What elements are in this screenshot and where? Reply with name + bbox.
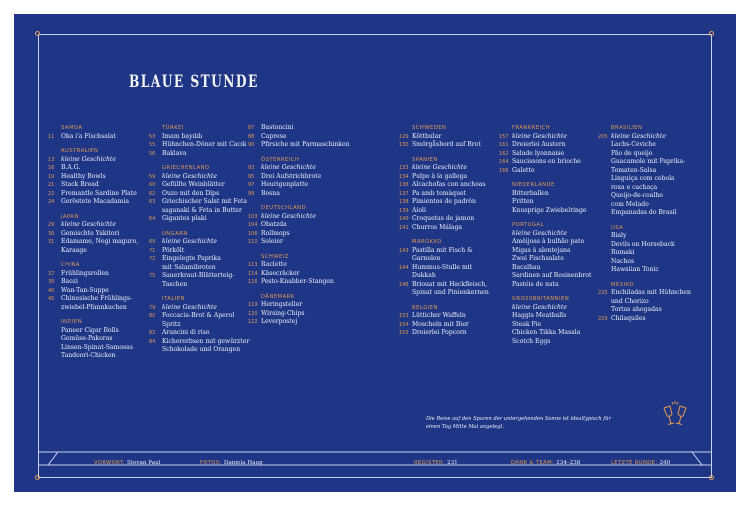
page-number: 24 bbox=[48, 199, 55, 205]
section-heading: GRIECHENLAND bbox=[162, 165, 210, 171]
recipe-name: Foccacia-Brot & Aperol Spritz bbox=[162, 312, 235, 328]
circle-ornament-icon bbox=[709, 31, 714, 36]
recipe-name: Dreierlei Popcorn bbox=[412, 329, 467, 336]
page-number: 55 bbox=[149, 142, 156, 148]
section-heading: DEUTSCHLAND bbox=[261, 205, 306, 211]
page-number: 143 bbox=[399, 247, 409, 254]
page-number bbox=[499, 272, 512, 281]
circle-ornament-icon bbox=[35, 475, 40, 480]
page-number: 69 bbox=[149, 239, 156, 245]
page-number bbox=[499, 321, 512, 330]
page-number: 45 bbox=[48, 296, 55, 302]
recipe-name: Pulpo à la gallega bbox=[412, 172, 468, 180]
page-number: 119 bbox=[248, 302, 258, 308]
recipe-name: Aioli bbox=[412, 206, 426, 214]
recipe-name: Pastilla mit Fisch & Garnelen bbox=[412, 246, 473, 262]
section-heading: SPANIEN bbox=[412, 156, 438, 163]
page-number: 21 bbox=[48, 182, 55, 188]
page-number: 72 bbox=[149, 256, 156, 262]
recipe-name: Rumaki bbox=[611, 249, 635, 256]
page-number: 141 bbox=[399, 224, 409, 231]
page-number: 138 bbox=[399, 199, 409, 205]
recipe-name: Obatzda bbox=[261, 221, 287, 228]
book-page bbox=[14, 14, 736, 492]
page-number: 56 bbox=[149, 150, 156, 157]
recipe-name: Hawaiian Tonic bbox=[611, 266, 659, 273]
footer-value: 231 bbox=[447, 460, 458, 466]
section-heading: SCHWEIZ bbox=[261, 253, 289, 260]
recipe-name: Knusprige Zwiebelringe bbox=[512, 206, 587, 214]
page-number: 116 bbox=[248, 279, 258, 285]
section-heading: USA bbox=[611, 224, 624, 231]
toc-entry[interactable] bbox=[248, 213, 418, 222]
toc-entry[interactable] bbox=[598, 232, 736, 241]
recipe-name: Edamame, Negi maguro, Karaage bbox=[61, 238, 139, 254]
recipe-name: Pimientos de padrón bbox=[412, 198, 476, 205]
recipe-name: Caprese bbox=[261, 132, 287, 140]
recipe-name: Wirsing-Chips bbox=[261, 309, 305, 317]
recipe-name: kleine Geschichte bbox=[61, 155, 116, 163]
section-heading: MEXIKO bbox=[611, 281, 635, 288]
footer-fotos bbox=[200, 460, 263, 466]
toc-column bbox=[598, 124, 736, 323]
travel-note: Die Reise auf den Spuren der untergehenden Sonne ist idealtypisch für einen Tag Mitte Mai angelegt. bbox=[426, 416, 611, 430]
page-number bbox=[499, 264, 512, 273]
page-number bbox=[598, 266, 611, 275]
recipe-name: Stack Bread bbox=[61, 181, 99, 188]
page-number: 154 bbox=[399, 321, 409, 328]
page-number: 71 bbox=[149, 247, 156, 254]
recipe-name: Pa amb tomàquet bbox=[412, 189, 467, 197]
recipe-name: Tortas ahogadas bbox=[611, 306, 662, 313]
page-number: 120 bbox=[248, 310, 258, 317]
recipe-name: Nachos bbox=[611, 257, 635, 265]
recipe-name: Chilaquiles bbox=[611, 314, 646, 322]
page-number: 87 bbox=[248, 125, 255, 131]
page-number: 11 bbox=[48, 133, 55, 140]
recipe-name: Bitterballen bbox=[512, 189, 549, 197]
page-number bbox=[499, 230, 512, 239]
toc-entry[interactable] bbox=[598, 150, 736, 159]
page-number: 79 bbox=[149, 304, 156, 311]
recipe-name: Drei Aufstrichbrote bbox=[261, 172, 322, 180]
page-number: 130 bbox=[399, 142, 409, 148]
page-number: 31 bbox=[48, 239, 55, 245]
toc-section bbox=[248, 124, 418, 150]
page-number bbox=[499, 207, 512, 216]
toc-entry[interactable] bbox=[598, 289, 736, 306]
page-number: 157 bbox=[499, 133, 509, 140]
footer-letzte-runde bbox=[611, 460, 670, 466]
page-number bbox=[499, 190, 512, 199]
recipe-name: Pastéis de nata bbox=[512, 280, 559, 288]
recipe-name: Griechischer Salat mit Feta saganaki & Feta in Butter bbox=[162, 198, 248, 214]
page-number: 155 bbox=[399, 330, 409, 336]
recipe-name: Galette bbox=[512, 166, 535, 174]
page-number bbox=[598, 232, 611, 241]
page-number bbox=[598, 306, 611, 315]
recipe-name: Churros Málaga bbox=[412, 223, 463, 231]
section-heading: AUSTRALIEN bbox=[61, 148, 99, 154]
page-number: 144 bbox=[399, 264, 409, 271]
recipe-name: Moscheln mit Bier bbox=[412, 320, 469, 328]
recipe-name: Chinesische Frühlings- zwiebel-Pfannkuchen bbox=[61, 295, 133, 311]
toc-entry[interactable] bbox=[248, 133, 418, 142]
toc-entry[interactable] bbox=[248, 270, 418, 279]
page-number: 63 bbox=[149, 199, 156, 205]
recipe-name: Linguiça com cebola roxa e cachaça bbox=[611, 175, 675, 191]
toc-section bbox=[248, 204, 418, 247]
recipe-name: Heurigenplatte bbox=[261, 181, 309, 188]
footer-value: 240 bbox=[659, 460, 671, 466]
recipe-name: kleine Geschichte bbox=[512, 132, 567, 140]
toc-entry[interactable] bbox=[499, 338, 669, 347]
toc-entry[interactable] bbox=[248, 310, 418, 319]
toc-entry[interactable] bbox=[598, 241, 736, 250]
page-number bbox=[499, 255, 512, 264]
recipe-name: kleine Geschichte bbox=[162, 172, 217, 180]
recipe-name: Soleier bbox=[261, 238, 283, 245]
page-number bbox=[598, 141, 611, 150]
footer-value: Stevan Paul bbox=[126, 460, 161, 466]
page-number: 59 bbox=[149, 173, 156, 180]
toc-entry[interactable] bbox=[499, 329, 669, 338]
recipe-name: Briouat mit Hackfleisch, Spinat und Pinienkernen bbox=[412, 280, 489, 296]
toc-entry[interactable] bbox=[149, 329, 319, 338]
recipe-name: Salade lyonnaise bbox=[512, 149, 565, 157]
page-number: 19 bbox=[48, 173, 55, 180]
page-number: 90 bbox=[248, 142, 255, 148]
toc-section bbox=[598, 124, 736, 218]
footer-dank-team bbox=[511, 460, 580, 466]
section-heading: ITALIEN bbox=[162, 296, 185, 302]
recipe-name: Frühlingsrollen bbox=[61, 269, 109, 277]
section-heading: SAMOA bbox=[61, 125, 83, 131]
footer-label: VORWORT: bbox=[94, 460, 125, 466]
page-number bbox=[48, 344, 61, 353]
toc-section bbox=[248, 293, 418, 327]
page-number: 106 bbox=[248, 230, 258, 237]
recipe-name: Healthy Bowls bbox=[61, 172, 106, 180]
page-number: 140 bbox=[399, 216, 409, 222]
footer-label: FOTOS: bbox=[200, 460, 222, 466]
recipe-name: Dreierlei Austern bbox=[512, 141, 566, 148]
recipe-name: Gigantes plaki bbox=[162, 215, 207, 222]
recipe-name: Geröstete Macadamia bbox=[61, 198, 130, 205]
page-number bbox=[598, 249, 611, 258]
page-number bbox=[598, 158, 611, 175]
recipe-name: Bosna bbox=[261, 189, 280, 197]
section-heading: UNGARN bbox=[162, 230, 188, 237]
page-number: 64 bbox=[149, 216, 156, 222]
page-number: 16 bbox=[48, 165, 55, 171]
recipe-name: Baklava bbox=[162, 149, 187, 157]
footer-label: DANK & TEAM: bbox=[511, 460, 555, 466]
recipe-name: kleine Geschichte bbox=[412, 164, 467, 171]
recipe-name: Sauerkraut-Blätterteig- Taschen bbox=[162, 272, 235, 288]
toc-entry[interactable] bbox=[248, 221, 418, 230]
page-number: 22 bbox=[48, 190, 55, 197]
page-number bbox=[598, 192, 611, 209]
page-number bbox=[499, 329, 512, 338]
recipe-name: Lachs-Ceviche bbox=[611, 141, 656, 148]
toc-section bbox=[598, 281, 736, 324]
toc-column bbox=[248, 124, 418, 327]
recipe-name: Leverpostej bbox=[261, 318, 298, 325]
page-number: 225 bbox=[598, 290, 608, 296]
recipe-name: Sardinen auf Rosinenbrot bbox=[512, 272, 592, 279]
page-number: 139 bbox=[399, 207, 409, 214]
toc-entry[interactable] bbox=[248, 124, 418, 133]
recipe-name: Raclette bbox=[261, 261, 287, 268]
toc-entry[interactable] bbox=[598, 258, 736, 267]
recipe-name: kleine Geschichte bbox=[261, 164, 316, 171]
recipe-name: Käsecräcker bbox=[261, 269, 300, 277]
toc-entry[interactable] bbox=[248, 238, 418, 247]
circle-ornament-icon bbox=[709, 475, 714, 480]
toc-entry[interactable] bbox=[598, 266, 736, 275]
toc-entry[interactable] bbox=[248, 301, 418, 310]
toc-entry[interactable] bbox=[248, 141, 418, 150]
toc-entry[interactable] bbox=[598, 249, 736, 258]
recipe-name: Bacalhau bbox=[512, 263, 541, 271]
recipe-name: kleine Geschichte bbox=[61, 221, 116, 228]
recipe-name: Gemüse-Pakoras bbox=[61, 335, 113, 342]
page-number: 60 bbox=[149, 182, 156, 188]
toc-entry[interactable] bbox=[149, 338, 319, 355]
page-number: 110 bbox=[248, 239, 258, 245]
recipe-name: Smörgåsbord auf Brot bbox=[412, 141, 481, 148]
section-heading: SCHWEDEN bbox=[412, 125, 447, 131]
footer-vorwort bbox=[94, 460, 161, 466]
footer-value: 234–238 bbox=[556, 460, 581, 466]
recipe-name: Eingelegte Paprika mit Salamibroten bbox=[162, 255, 221, 271]
page-number: 129 bbox=[399, 133, 409, 140]
page-number: 205 bbox=[598, 133, 608, 140]
page-number: 161 bbox=[499, 142, 509, 148]
page-number: 40 bbox=[48, 287, 55, 294]
page-number: 95 bbox=[248, 173, 255, 180]
footer-label: REGISTER: bbox=[414, 460, 445, 466]
section-heading: TÜRKEI bbox=[162, 125, 184, 131]
recipe-name: Alcachofas con anchoas bbox=[412, 181, 486, 188]
recipe-name: Tandoori-Chicken bbox=[61, 352, 116, 359]
page-number: 97 bbox=[248, 182, 255, 188]
recipe-name: Pörkölt bbox=[162, 246, 185, 254]
page-number: 162 bbox=[499, 150, 509, 157]
page-number bbox=[499, 338, 512, 347]
recipe-name: Fritten bbox=[512, 198, 534, 205]
page-number: 134 bbox=[399, 173, 409, 180]
page-number: 114 bbox=[248, 270, 258, 277]
recipe-name: Arancini di riso bbox=[162, 329, 210, 336]
recipe-name: Heringsteller bbox=[261, 301, 303, 308]
recipe-name: Ouzo mit den Dips bbox=[162, 189, 220, 197]
toc-entry[interactable] bbox=[598, 209, 736, 218]
recipe-name: kleine Geschichte bbox=[611, 132, 666, 140]
footer-register bbox=[414, 460, 458, 466]
section-heading: CHINA bbox=[61, 262, 80, 268]
page-title: BLAUE STUNDE bbox=[129, 72, 259, 92]
recipe-name: Kichererbsen mit gewürzter Schokolade und Orangen bbox=[162, 337, 250, 353]
recipe-name: Guacamole mit Paprika- Tomaten-Salsa bbox=[611, 158, 686, 174]
recipe-name: Croquetas de jamon bbox=[412, 215, 475, 222]
footer-value: Daniela Haug bbox=[223, 460, 263, 466]
page-number: 136 bbox=[399, 182, 409, 188]
recipe-name: B.A.G. bbox=[61, 164, 81, 171]
page-number: 62 bbox=[149, 190, 156, 197]
circle-ornament-icon bbox=[35, 31, 40, 36]
footer-label: LETZTE RUNDE: bbox=[611, 460, 658, 466]
recipe-name: Gefüllte Weinblätter bbox=[162, 181, 225, 188]
recipe-name: Bastoncini bbox=[261, 124, 294, 131]
page-number: 82 bbox=[149, 330, 156, 336]
recipe-name: Köttbular bbox=[412, 132, 442, 140]
page-number: 229 bbox=[598, 315, 608, 322]
section-heading: GROSSBRITANNIEN bbox=[512, 296, 570, 302]
recipe-name: kleine Geschichte bbox=[162, 238, 217, 245]
recipe-name: Pesto-Knabber-Stangen bbox=[261, 278, 334, 285]
toc-entry[interactable] bbox=[248, 181, 418, 190]
page-number: 113 bbox=[248, 262, 258, 268]
toc-entry[interactable] bbox=[598, 175, 736, 192]
page-number bbox=[499, 238, 512, 247]
page-number: 137 bbox=[399, 190, 409, 197]
recipe-name: Hummus-Stulle mit Dukkah bbox=[412, 263, 473, 279]
recipe-name: Devils on Horseback bbox=[611, 240, 675, 248]
page-number: 103 bbox=[248, 213, 258, 220]
recipe-name: Chicken Tikka Masala bbox=[512, 329, 581, 336]
page-number: 88 bbox=[248, 133, 255, 140]
section-heading: DÄNEMARK bbox=[261, 293, 295, 300]
section-heading: ÖSTERREICH bbox=[261, 156, 300, 163]
page-number bbox=[499, 247, 512, 256]
page-number bbox=[499, 198, 512, 207]
recipe-name: kleine Geschichte bbox=[512, 229, 567, 237]
section-heading: NIEDERLANDE bbox=[512, 182, 555, 188]
recipe-name: Empanadas do Brasil bbox=[611, 209, 677, 216]
recipe-name: Hühnchen-Döner mit Cacık bbox=[162, 141, 247, 148]
recipe-name: kleine Geschichte bbox=[512, 303, 567, 311]
recipe-name: Fremantle Sardine Plate bbox=[61, 189, 137, 197]
recipe-name: Pfirsiche mit Parmaschinken bbox=[261, 141, 350, 148]
toc-entry[interactable] bbox=[598, 141, 736, 150]
recipe-name: Amêijoas à bulhão pato bbox=[512, 238, 585, 245]
page-number: 153 bbox=[399, 313, 409, 319]
section-heading: INDIEN bbox=[61, 319, 83, 325]
toc-entry[interactable] bbox=[598, 315, 736, 324]
toc-entry[interactable] bbox=[248, 190, 418, 199]
recipe-name: kleine Geschichte bbox=[162, 303, 217, 311]
toc-entry[interactable] bbox=[248, 278, 418, 287]
page-number: 13 bbox=[48, 156, 55, 163]
toc-entry[interactable] bbox=[598, 192, 736, 209]
page-number bbox=[598, 150, 611, 159]
page-number: 166 bbox=[499, 167, 509, 174]
recipe-name: Wan-Tan-Suppe bbox=[61, 286, 109, 294]
page-number: 93 bbox=[248, 165, 255, 171]
champagne-toast-icon bbox=[658, 400, 692, 430]
page-number: 37 bbox=[48, 270, 55, 277]
recipe-name: Oka i'a Fischsalat bbox=[61, 132, 116, 140]
toc-entry[interactable] bbox=[248, 173, 418, 182]
recipe-name: Bialy bbox=[611, 232, 627, 239]
recipe-name: Rollmops bbox=[261, 229, 290, 237]
toc-entry[interactable] bbox=[248, 230, 418, 239]
page-number: 146 bbox=[399, 281, 409, 288]
section-heading: BRASILIEN bbox=[611, 125, 643, 131]
page-number: 99 bbox=[248, 190, 255, 197]
toc-entry[interactable] bbox=[248, 261, 418, 270]
recipe-name: Paneer Cigar Rolls bbox=[61, 326, 119, 334]
toc-entry[interactable] bbox=[598, 158, 736, 175]
page-number bbox=[48, 352, 61, 361]
recipe-name: kleine Geschichte bbox=[261, 212, 316, 220]
recipe-name: Gemischte Yakitori bbox=[61, 229, 120, 237]
page-number bbox=[499, 281, 512, 290]
recipe-name: Pão de queijo bbox=[611, 149, 653, 157]
recipe-name: Lütticher Waffeln bbox=[412, 312, 466, 319]
recipe-name: Migas à alentejana bbox=[512, 246, 571, 254]
toc-entry[interactable] bbox=[598, 306, 736, 315]
page-number: 30 bbox=[48, 230, 55, 237]
recipe-name: Zwei Fischsalate bbox=[512, 255, 564, 262]
page-number bbox=[48, 327, 61, 336]
page-number bbox=[48, 335, 61, 344]
page-number: 80 bbox=[149, 313, 156, 319]
page-number bbox=[499, 304, 512, 313]
recipe-name: Baozi bbox=[61, 278, 78, 285]
page-number: 29 bbox=[48, 222, 55, 228]
toc-entry[interactable] bbox=[248, 318, 418, 327]
page-number: 122 bbox=[248, 319, 258, 325]
section-heading: MAROKKO bbox=[412, 239, 442, 245]
recipe-name: Enchiladas mit Hühnchen und Chorizo bbox=[611, 289, 691, 305]
recipe-name: Steak Pie bbox=[512, 320, 542, 328]
section-heading: PORTUGAL bbox=[512, 222, 544, 228]
toc-section bbox=[598, 224, 736, 275]
page-number bbox=[598, 175, 611, 192]
recipe-name: Scotch Eggs bbox=[512, 337, 551, 345]
page-number: 75 bbox=[149, 273, 156, 279]
toc-section bbox=[248, 253, 418, 287]
page-number: 133 bbox=[399, 165, 409, 171]
page-number bbox=[598, 258, 611, 267]
toc-section bbox=[248, 156, 418, 199]
page-number: 53 bbox=[149, 133, 156, 140]
recipe-name: Saucissons en brioche bbox=[512, 158, 581, 165]
recipe-name: Imam bayıldı bbox=[162, 132, 203, 140]
recipe-name: Queijo-de-coalho com Melado bbox=[611, 192, 663, 208]
page-number: 39 bbox=[48, 279, 55, 285]
recipe-name: Linsen-Spinat-Samosas bbox=[61, 343, 133, 351]
toc-entry[interactable] bbox=[248, 164, 418, 173]
section-heading: BELGIEN bbox=[412, 304, 438, 311]
section-heading: FRANKREICH bbox=[512, 125, 551, 131]
page-number bbox=[499, 312, 512, 321]
toc-entry[interactable] bbox=[598, 133, 736, 142]
recipe-name: Haggis Meatballs bbox=[512, 312, 567, 319]
section-heading: JAPAN bbox=[61, 213, 79, 220]
page-number bbox=[598, 209, 611, 218]
page-number: 84 bbox=[149, 338, 156, 345]
page-number: 164 bbox=[499, 159, 509, 165]
page-number: 104 bbox=[248, 222, 258, 228]
page-number bbox=[598, 241, 611, 250]
